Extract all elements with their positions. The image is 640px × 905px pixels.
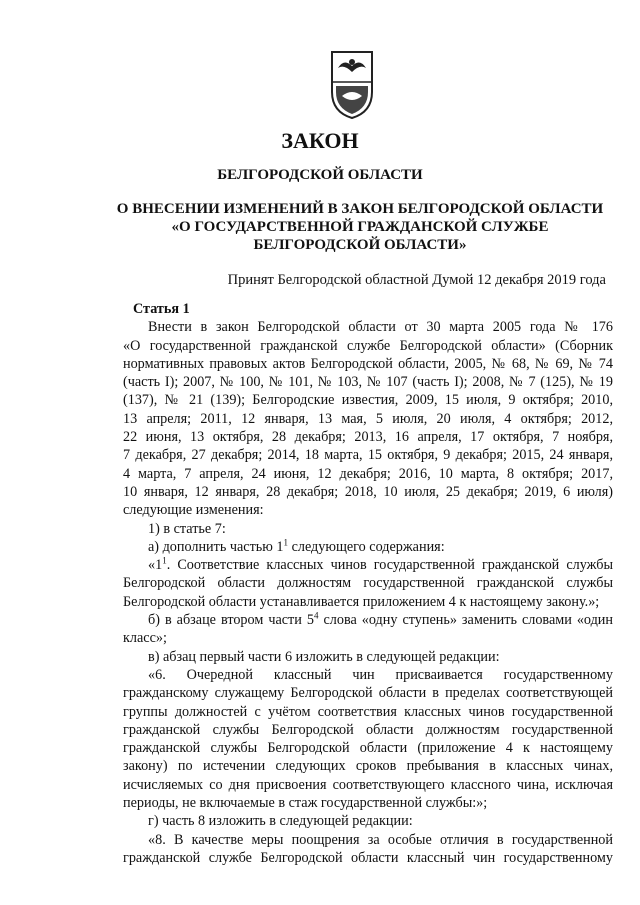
law-name-line: «О ГОСУДАРСТВЕННОЙ ГРАЖДАНСКОЙ СЛУЖБЕ [171, 219, 549, 235]
item-1: 1) в статье 7: [148, 520, 226, 537]
text-line: 4 марта, 7 апреля, 24 июня, 12 декабря; 2016, 10 марта, 8 октября; 2017, [123, 465, 613, 482]
text-line: «8. В качестве меры поощрения за особые отличия в государственной [148, 831, 613, 848]
law-name-line: БЕЛГОРОДСКОЙ ОБЛАСТИ» [253, 237, 467, 253]
law-name-line: О ВНЕСЕНИИ ИЗМЕНЕНИЙ В ЗАКОН БЕЛГОРОДСКОЙ ОБЛАСТИ [116, 201, 604, 217]
text-line: группы должностей с учётом соответствия классных чинов государственной [123, 703, 613, 720]
intro-paragraph [123, 318, 613, 519]
text-line: (часть I); 2007, № 100, № 101, № 103, № 107 (часть I); 2008, № 7 (125), № 19 [123, 374, 613, 391]
adoption-note: Принят Белгородской областной Думой 12 декабря 2019 года [227, 272, 606, 288]
text-line: 13 апреля; 2011, 12 января, 13 мая, 5 июля, 20 июля, 4 октября; 2012, [123, 410, 613, 427]
document-body [123, 300, 613, 867]
text-line: Белгородской области устанавливается приложением 4 к настоящему закону.»; [123, 593, 600, 610]
text-line: исчисляемых со дня присвоения соответствующего классного чина, исключая [123, 776, 613, 793]
text-line: следующие изменения: [123, 502, 264, 519]
text-line: (137), № 21 (139); Белгородские известия, 2009, 15 июля, 9 октября; 2010, [123, 392, 613, 409]
item-b [123, 611, 613, 648]
document-title: ЗАКОН [281, 128, 359, 153]
quote-1-1 [123, 556, 613, 611]
text-line: гражданской службы Белгородской области должностям государственной [123, 721, 613, 738]
document-subtitle: БЕЛГОРОДСКОЙ ОБЛАСТИ [217, 167, 423, 183]
law-name [60, 200, 640, 254]
coat-of-arms-icon [328, 48, 376, 120]
text-line: гражданской службы Белгородской области (приложение 4 к настоящему [123, 740, 613, 757]
text-line: периоды, не включаемые в стаж государственной службы:»; [123, 795, 488, 812]
text-line: «6. Очередной классный чин присваивается государственному [148, 666, 613, 683]
text-line: «$1^1$. Соответствие классных чинов государственной гражданской службы [148, 555, 613, 574]
text-line: б) в абзаце втором части $5^4$ слова «одну ступень» заменить словами «один [148, 610, 613, 629]
text-line: Белгородской области должностям государственной гражданской службы [123, 575, 613, 592]
text-line: гражданскому служащему Белгородской области в пределах соответствующей [123, 685, 613, 702]
text-line: класс»; [123, 630, 167, 647]
text-line: гражданской службе Белгородской области классный чин государственному [123, 849, 613, 866]
item-v: в) абзац первый части 6 изложить в следующей редакции: [148, 648, 500, 665]
text-line: 10 января, 12 января, 28 декабря; 2018, 10 июля, 25 декабря; 2019, 6 июля) [123, 483, 613, 500]
text-line: 7 декабря, 27 декабря; 2014, 18 марта, 15 октября, 9 декабря; 2015, 24 января, [123, 447, 613, 464]
item-g: г) часть 8 изложить в следующей редакции: [148, 813, 413, 830]
item-a: а) дополнить частью $1^1$ следующего содержания: [148, 537, 445, 555]
text-line: нормативных правовых актов Белгородской области, 2005, № 68, № 69, № 74 [123, 355, 613, 372]
text-line: 22 июня, 13 октября, 28 декабря; 2013, 16 апреля, 17 октября, 7 ноября, [123, 429, 613, 446]
quote-part-8 [123, 831, 613, 868]
text-line: закону) по истечении следующих сроков пребывания в классных чинах, [123, 758, 613, 775]
article-heading: Статья 1 [133, 301, 190, 317]
text-line: Внести в закон Белгородской области от 30 марта 2005 года № 176 [148, 319, 613, 336]
text-line: «О государственной гражданской службе Белгородской области» (Сборник [123, 337, 613, 354]
quote-part-6 [123, 666, 613, 812]
